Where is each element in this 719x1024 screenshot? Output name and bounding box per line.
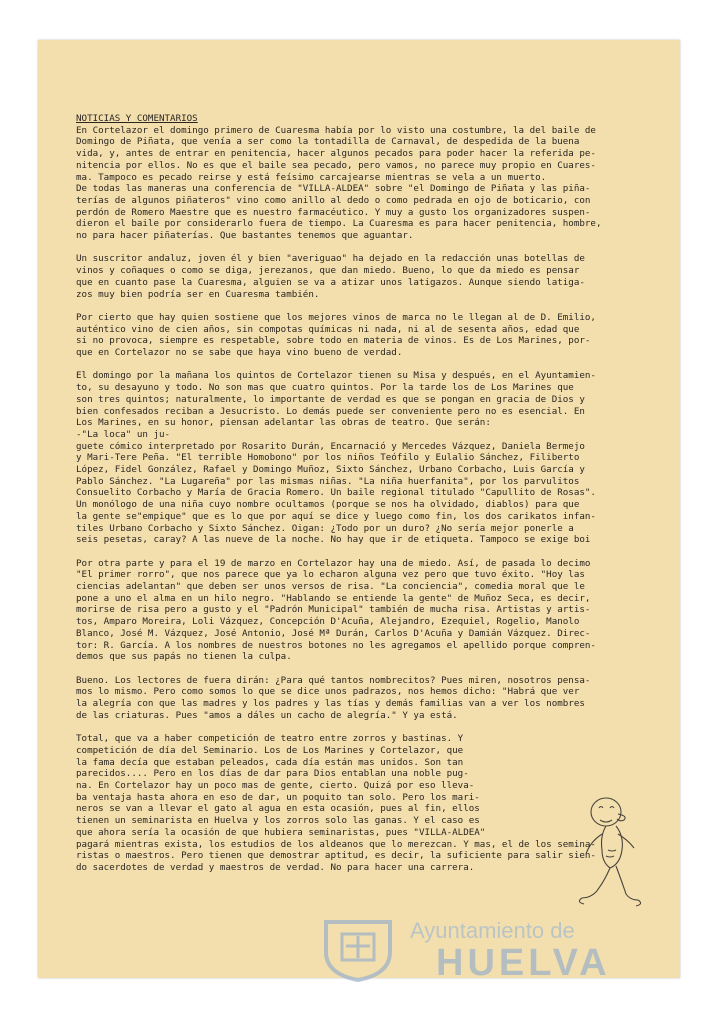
- text-line: no para hacer piñaterías. Que bastantes tenemos que aguantar.: [76, 230, 414, 242]
- text-line: morirse de risa pero a gusto y el "Padrón Municipal" también de mucha risa. Artistas y artis-: [76, 604, 591, 616]
- text-line: Un monólogo de una niña cuyo nombre ocultamos (porque se nos ha olvidado, diablos) para que: [76, 499, 580, 511]
- text-line: López, Fidel González, Rafael y Domingo Muñoz, Sixto Sánchez, Urbano Corbacho, Luis García y: [76, 464, 585, 476]
- text-line: perdón de Romero Maestre que es nuestro farmacéutico. Y muy a gusto los organizadores suspen-: [76, 206, 591, 218]
- paragraphs-container: [76, 125, 660, 874]
- text-line: do sacerdotes de verdad y maestros de verdad. No para hacer una carrera.: [76, 861, 475, 873]
- text-line: la alegría con que las madres y los padres y las tías y demás familias van a ver los nombres: [76, 698, 585, 710]
- text-line: to, su desayuno y todo. No son mas que cuatro quintos. Por la tarde los de Los Marines que: [76, 382, 574, 394]
- text-line: Los Marines, en su honor, piensan adelantar las obras de teatro. Que serán:: [76, 417, 491, 429]
- text-line: nitencia por ellos. No es que el baile sea pecado, pero vamos, no parece muy propio en Cuares-: [76, 159, 596, 171]
- text-line: competición de día del Seminario. Los de Los Marines y Cortelazor, que: [76, 744, 464, 756]
- document-page: [38, 40, 680, 984]
- text-line: de las criaturas. Pues "amos a dáles un cacho de alegría." Y ya está.: [76, 709, 458, 721]
- text-line: De todas las maneras una conferencia de "VILLA-ALDEA" sobre "el Domingo de Piñata y las piña-: [76, 183, 591, 195]
- text-line: pagará mientras exista, los estudios de los aldeanos que lo merezcan. Y mas, el de los semina-: [76, 838, 596, 850]
- text-line: vida, y, antes de entrar en penitencia, hacer algunos pecados para poder hacer la referida pe-: [76, 148, 596, 160]
- text-line: -"La loca" un ju-: [76, 428, 171, 440]
- text-line: que en cuanto pase la Cuaresma, alguien se va a atizar unos latigazos. Aunque siendo latiga-: [76, 276, 585, 288]
- text-line: tor: R. García. A los nombres de nuestros botones no les agregamos el apellido porque compren-: [76, 639, 596, 651]
- paragraph: [76, 253, 660, 300]
- text-line: tos, Amparo Moreira, Loli Vázquez, Concepción D'Acuña, Alejandro, Ezequiel, Rogelio, Manolo: [76, 616, 580, 628]
- text-line: ciencias adelantan" que deben ser unos versos de risa. "La conciencia", comedia moral que le: [76, 581, 585, 593]
- text-line: Consuelito Corbacho y María de Gracia Romero. Un baile regional titulado "Capullito de Rosas".: [76, 487, 596, 499]
- paragraph: [76, 558, 660, 663]
- text-line: parecidos.... Pero en los días de dar para Dios entablan una noble pug-: [76, 768, 469, 780]
- text-line: El domingo por la mañana los quintos de Cortelazor tienen su Misa y después, en el Ayuntamien-: [76, 370, 596, 382]
- text-line: En Cortelazor el domingo primero de Cuaresma había por lo visto una costumbre, la del baile de: [76, 124, 596, 136]
- text-line: ma. Tampoco es pecado reirse y está feísimo carcajearse mientras se vela a un muerto.: [76, 171, 547, 183]
- text-line: Un suscritor andaluz, joven él y bien "averiguao" ha dejado en la redacción unas botellas de: [76, 253, 585, 265]
- text-line: tiles Urbano Corbacho y Sixto Sánchez. Oigan: ¿Todo por un duro? ¿No sería mejor ponerle a: [76, 522, 574, 534]
- text-line: tienen un seminarista en Huelva y los zorros solo las ganas. Y el caso es: [76, 815, 480, 827]
- text-line: ba ventaja hasta ahora en eso de dar, un poquito tan solo. Pero los mari-: [76, 791, 480, 803]
- text-line: que en Cortelazor no se sabe que haya vino bueno de verdad.: [76, 347, 403, 359]
- city-shield-icon: [318, 920, 398, 982]
- text-line: si no provoca, siempre es respetable, sobre todo en materia de vinos. Es de Los Marines, por-: [76, 335, 591, 347]
- text-line: ristas o maestros. Pero tienen que demostrar aptitud, es decir, la suficiente para salir sien-: [76, 850, 596, 862]
- text-line: bien confesados reciban a Jesucristo. Lo demás puede ser conveniente pero no es esencial. En: [76, 405, 585, 417]
- text-line: Por otra parte y para el 19 de marzo en Cortelazor hay una de miedo. Así, de pasada lo decimo: [76, 557, 591, 569]
- text-line: que ahora sería la ocasión de que hubiera seminaristas, pues "VILLA-ALDEA": [76, 826, 486, 838]
- text-line: neros se van a llevar el gato al agua en esta ocasión, pues al fin, ellos: [76, 803, 480, 815]
- text-line: Bueno. Los lectores de fuera dirán: ¿Para qué tantos nombrecitos? Pues miren, nosotros pensa-: [76, 674, 591, 686]
- text-line: vinos y coñaques o como se diga, jerezanos, que dan miedo. Bueno, lo que da miedo es pensar: [76, 265, 580, 277]
- text-line: demos que sus papás no tienen la culpa.: [76, 651, 292, 663]
- text-line: "El primer rorro", que nos parece que ya lo echaron alguna vez pero que tuvo éxito. "Hoy las: [76, 569, 585, 581]
- text-line: la fama decía que estaban peleados, cada día están mas unidos. Son tan: [76, 756, 464, 768]
- text-line: Por cierto que hay quien sostiene que los mejores vinos de marca no le llegan al de D. Emilio,: [76, 311, 596, 323]
- section-heading: NOTICIAS Y COMENTARIOS: [76, 113, 198, 124]
- paragraph: [76, 125, 660, 242]
- text-line: son tres quintos; naturalmente, lo importante de verdad es que se pongan en gracia de Dios y: [76, 393, 585, 405]
- watermark: [318, 916, 678, 986]
- text-line: Blanco, José M. Vázquez, José Antonio, José Mª Durán, Carlos D'Acuña y Damián Vázquez. Direc-: [76, 627, 591, 639]
- text-line: auténtico vino de cien años, sin compotas químicas ni nada, ni al de sesenta años, edad que: [76, 323, 580, 335]
- document-text: [76, 113, 660, 885]
- text-line: Total, que va a haber competición de teatro entre zorros y bastinas. Y: [76, 733, 464, 745]
- watermark-line2: HUELVA: [436, 942, 611, 984]
- paragraph: [76, 370, 660, 546]
- text-line: mos lo mismo. Pero como somos lo que se dice unos padrazos, nos hemos dicho: "Habrá que ver: [76, 686, 580, 698]
- paragraph: [76, 312, 660, 359]
- text-line: terías de algunos piñateros" vino como anillo al dedo o como pedrada en ojo de boticario, con: [76, 194, 591, 206]
- watermark-line1: Ayuntamiento de: [410, 918, 575, 943]
- text-line: na. En Cortelazor hay un poco mas de gente, cierto. Quizá por eso lleva-: [76, 779, 475, 791]
- text-line: dieron el baile por considerarlo fuera de tiempo. La Cuaresma es para hacer penitencia, hombre,: [76, 218, 602, 230]
- text-line: y Mari-Tere Peña. "El terrible Homobono" por los niños Teófilo y Eulalio Sánchez, Filiberto: [76, 452, 580, 464]
- text-line: la gente se"empique" que es lo que por aquí se dice y luego como fin, los dos carikatos infan-: [76, 510, 596, 522]
- text-line: zos muy bien podría ser en Cuaresma también.: [76, 288, 320, 300]
- text-line: guete cómico interpretado por Rosarito Durán, Encarnació y Mercedes Vázquez, Daniela Bermejo: [76, 440, 585, 452]
- cartoon-figure-illustration: [566, 790, 656, 930]
- text-line: Domingo de Piñata, que venía a ser como la tontadilla de Carnaval, de despedida de la buena: [76, 136, 580, 148]
- text-line: pone a uno el alma en un hilo negro. "Hablando se entiende la gente" de Muñoz Seca, es decir,: [76, 592, 591, 604]
- paragraph: [76, 675, 660, 722]
- text-line: seis pesetas, caray? A las nueve de la noche. No hay que ir de etiqueta. Tampoco se exige boi: [76, 534, 591, 546]
- text-line: Pablo Sánchez. "La Lugareña" por las mismas niñas. "La niña huerfanita", por los parvulitos: [76, 475, 580, 487]
